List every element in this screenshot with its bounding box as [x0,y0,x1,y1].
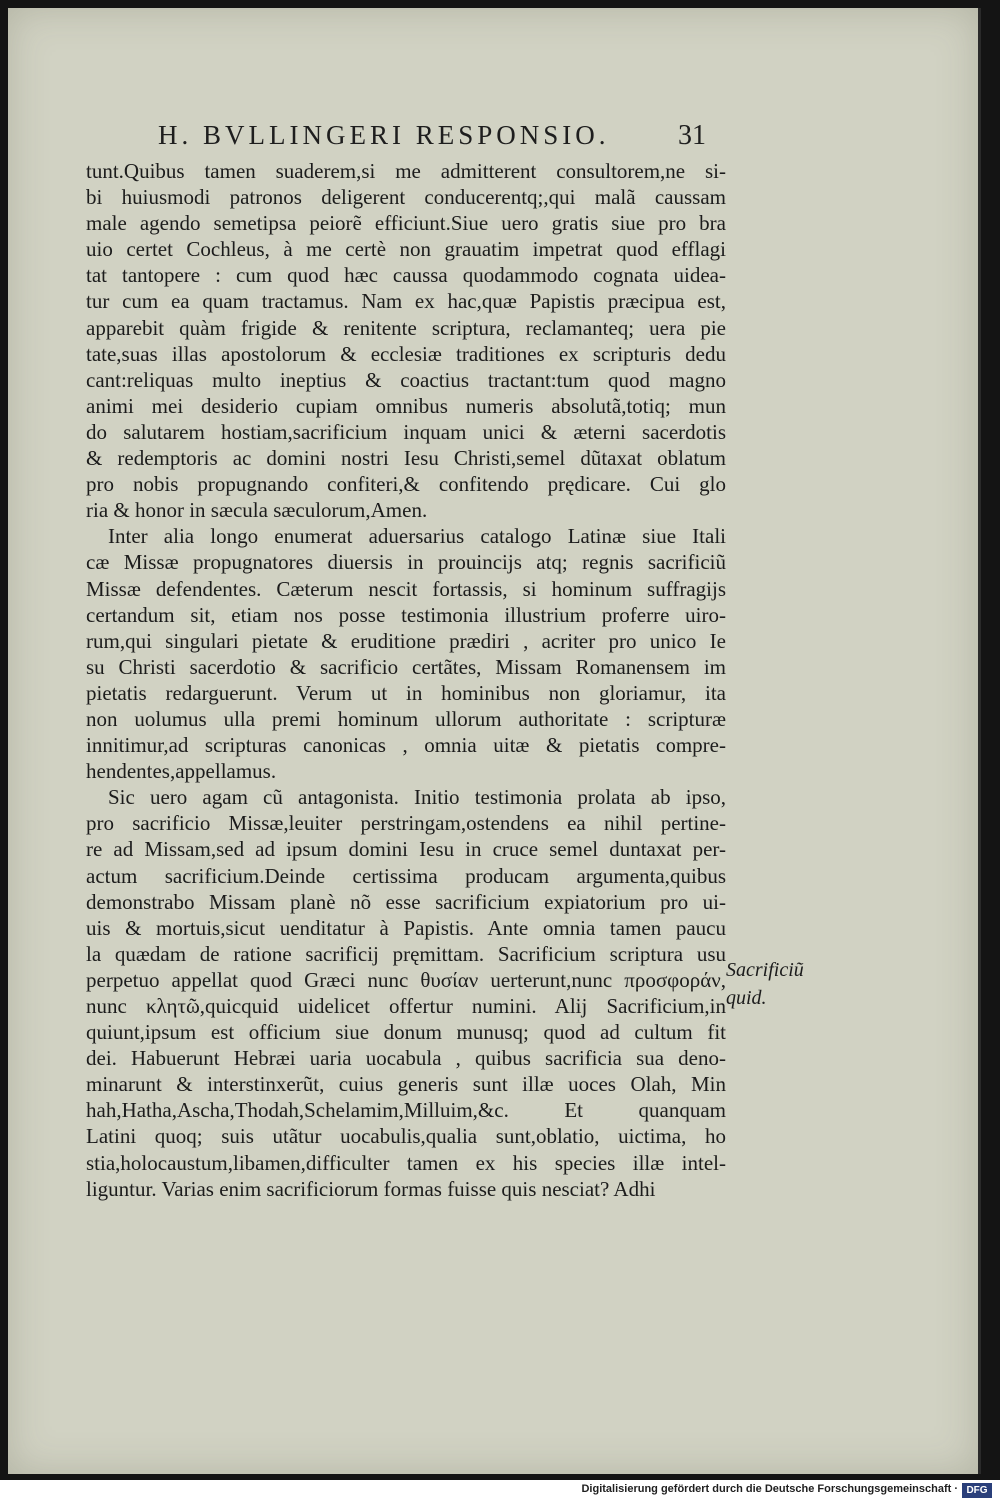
text-line: nunc κλητῶ,quicquid uidelicet offertur numini. Alij Sacrificium,in [86,994,726,1018]
text-line: tate,suas illas apostolorum & ecclesiæ traditiones ex scripturis dedu [86,341,726,366]
text-line: rum,qui singulari pietate & eruditione prædiri , acriter pro unico Ie [86,628,726,653]
text-line: Sic uero agam cũ antagonista. Initio testimonia prolata ab ipso, [108,785,726,810]
text-line: apparebit quàm frigide & renitente scriptura, reclamanteq; uera pie [86,315,726,340]
text-line: pro nobis propugnando confiteri,& confitendo prędicare. Cui glo [86,472,726,497]
marginal-note-line: Sacrificiũ [726,959,804,981]
text-line: Missæ defendentes. Cæterum nescit fortassis, si hominum suffragijs [86,576,726,601]
text-line: la quædam de ratione sacrificij pręmittam. Sacrificium scriptura usu [86,941,726,966]
text-line: & redemptoris ac domini nostri Iesu Christi,semel dũtaxat oblatum [86,446,726,471]
footer-credit: Digitalisierung gefördert durch die Deutsche Forschungsgemeinschaft · [581,1483,958,1495]
text-line: tat tantopere : cum quod hæc caussa quodammodo cognata uidea- [86,263,726,288]
text-line: hah,Hatha,Ascha,Thodah,Schelamim,Milluim,&c. Et quanquam [86,1098,726,1123]
text-line: tunt.Quibus tamen suaderem,si me admitterent consultorem,ne si- [86,159,726,183]
text-line: ria & honor in sæcula sæculorum,Amen. [86,498,428,523]
running-head [158,120,748,160]
text-line: do salutarem hostiam,sacrificium inquam unici & æterni sacerdotis [86,419,726,444]
text-line: pro sacrificio Missæ,leuiter perstringam,ostendens ea nihil pertine- [86,811,726,836]
text-line: actum sacrificium.Deinde certissima producam argumenta,quibus [86,863,726,888]
book-page [8,8,981,1474]
text-line: demonstrabo Missam planè nõ esse sacrificium expiatorium pro ui- [86,889,726,914]
text-line: uis & mortuis,sicut uenditatur à Papistis. Ante omnia tamen paucu [86,915,726,940]
marginal-note [726,956,804,1012]
text-line: male agendo semetipsa peiorẽ efficiunt.Siue uero gratis siue pro bra [86,211,726,236]
text-line: stia,holocaustum,libamen,difficulter tamen ex his species illæ intel- [86,1150,726,1175]
text-line: minarunt & interstinxerũt, cuius generis sunt illæ uoces Olah, Min [86,1072,726,1097]
text-line: animi mei desiderio cupiam omnibus numeris absolutã,totiq; mun [86,393,726,418]
text-line: tur cum ea quam tractamus. Nam ex hac,quæ Papistis præcipua est, [86,289,726,314]
dfg-logo: DFG [962,1483,992,1498]
text-line: bi huiusmodi patronos deligerent conducerentq;,qui malã caussam [86,185,726,210]
marginal-note-line: quid. [726,987,767,1009]
text-line: dei. Habuerunt Hebræi uaria uocabula , quibus sacrificia sua deno- [86,1046,726,1071]
text-line: certandum sit, etiam nos posse testimonia illustrium proferre uiro- [86,602,726,627]
text-line: innitimur,ad scripturas canonicas , omnia uitæ & pietatis compre- [86,733,726,758]
text-line: non uolumus ulla premi hominum ullorum authoritate : scripturæ [86,706,726,731]
text-line: perpetuo appellat quod Græci nunc θυσίαν uerterunt,nunc προσφοράν, [86,967,726,992]
text-line: hendentes,appellamus. [86,759,277,784]
page-number: 31 [678,120,706,151]
text-line: cæ Missæ propugnatores diuersis in prouincijs atq; regnis sacrificiũ [86,550,726,575]
text-line: cant:reliquas multo ineptius & coactius tractant:tum quod magno [86,367,726,392]
text-line: su Christi sacerdotio & sacrificio certãtes, Missam Romanensem im [86,654,726,679]
text-line: quiunt,ipsum est officium siue donum munusq; quod ad cultum fit [86,1020,726,1045]
text-line: pietatis redarguerunt. Verum ut in hominibus non gloriamur, ita [86,680,726,705]
text-line: liguntur. Varias enim sacrificiorum formas fuisse quis nesciat? Adhi [86,1176,656,1201]
text-line: Latini quoq; suis utãtur uocabulis,qualia sunt,oblatio, uictima, ho [86,1124,726,1149]
text-line: re ad Missam,sed ad ipsum domini Iesu in cruce semel duntaxat per- [86,837,726,862]
running-head-title: H. BVLLINGERI RESPONSIO. [158,120,610,150]
body-text [86,158,726,1202]
footer-bar [0,1480,1000,1502]
text-line: uio certet Cochleus, à me certè non grauatim impetrat quod efflagi [86,237,726,262]
text-line: Inter alia longo enumerat aduersarius catalogo Latinæ siue Itali [108,524,726,549]
